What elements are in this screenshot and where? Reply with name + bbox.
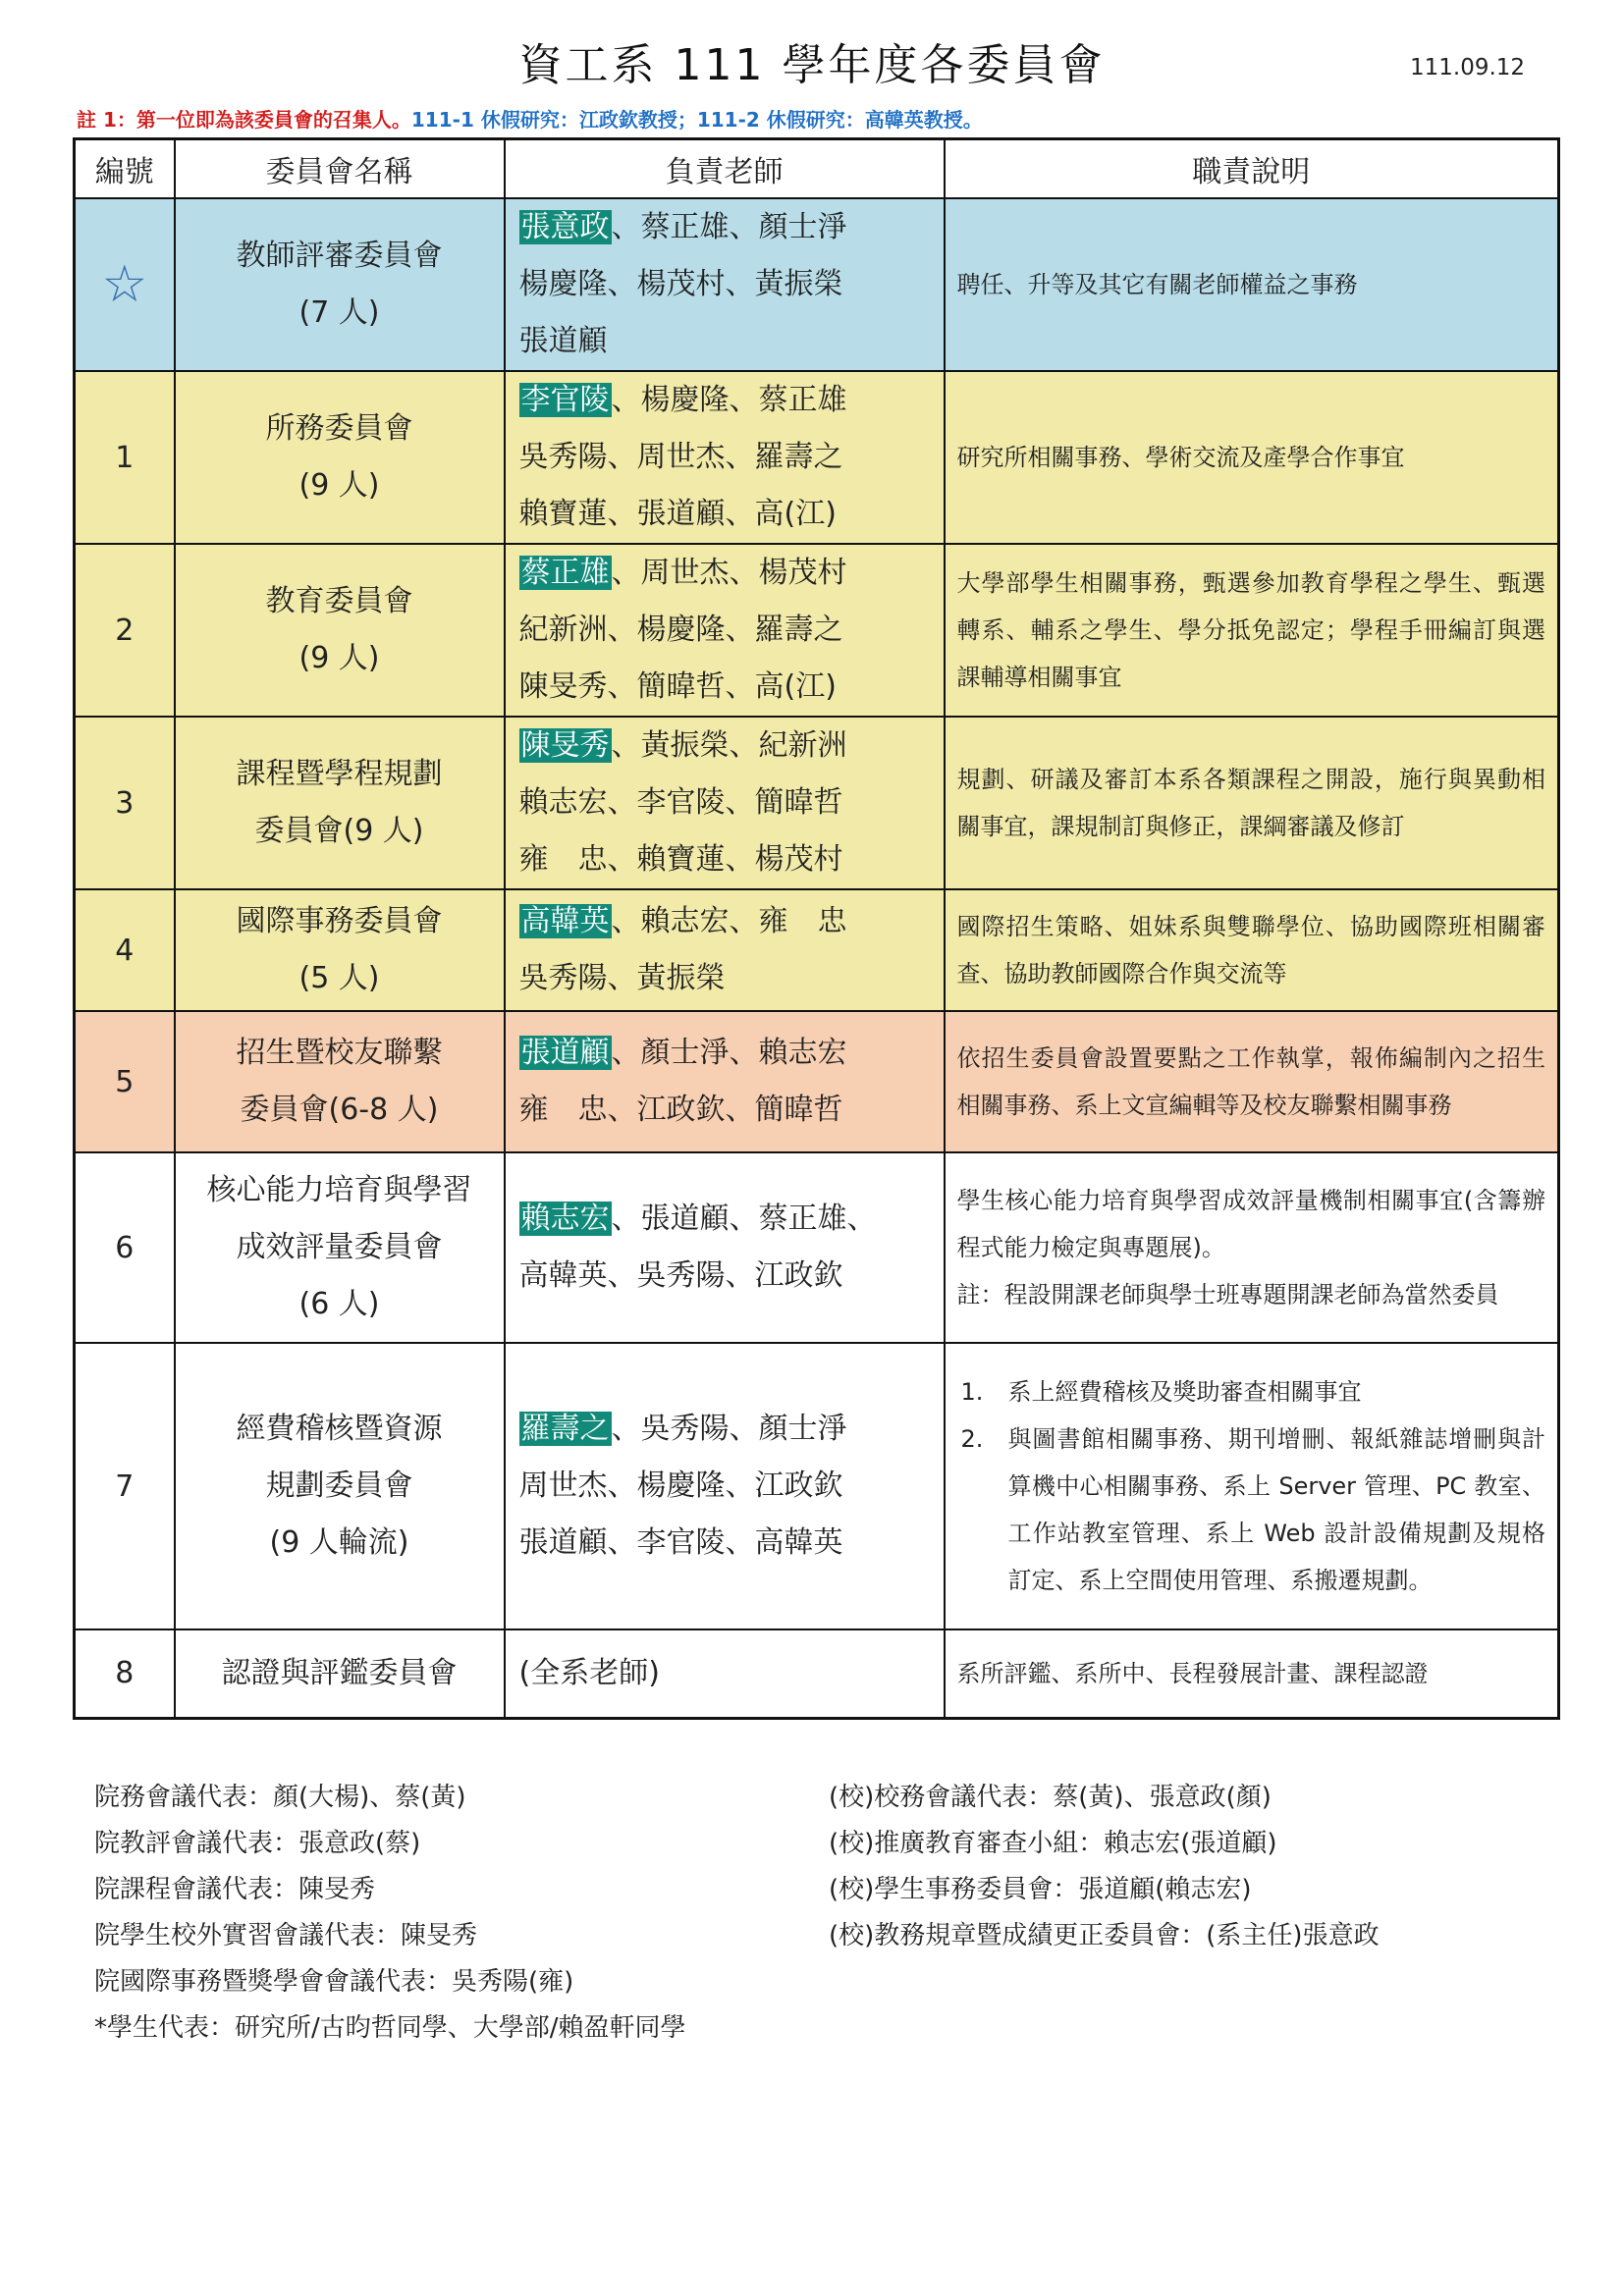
teacher-line bbox=[519, 256, 944, 313]
table-row bbox=[75, 1629, 1559, 1718]
committee-name bbox=[175, 717, 505, 889]
teacher-names: 、黃振榮、紀新洲 bbox=[611, 728, 847, 763]
committee-name-line: (9 人) bbox=[298, 641, 380, 675]
committee-name bbox=[175, 371, 505, 544]
teacher-line bbox=[519, 1458, 944, 1515]
teacher-line bbox=[519, 1515, 944, 1572]
convener-highlight: 陳旻秀 bbox=[520, 728, 610, 763]
committee-name bbox=[175, 1629, 505, 1718]
committee-name-line: 所務委員會 bbox=[265, 411, 413, 446]
list-item bbox=[957, 1368, 1546, 1415]
footer-line: (校)教務規章暨成績更正委員會：(系主任)張意政 bbox=[829, 1921, 1380, 1950]
committee-name-line: 核心能力培育與學習 bbox=[206, 1173, 472, 1207]
duty-text: 規劃、研議及審訂本系各類課程之開設，施行與異動相關事宜，課規制訂與修正，課綱審議及修訂 bbox=[956, 766, 1545, 840]
committee-name-line: 課程暨學程規劃 bbox=[236, 757, 443, 791]
convener-highlight: 蔡正雄 bbox=[520, 556, 610, 590]
footer-line: (校)推廣教育審查小組：賴志宏(張道顧) bbox=[829, 1829, 1277, 1858]
page-title: 資工系 111 學年度各委員會 bbox=[518, 40, 1106, 90]
committee-name-line: (9 人) bbox=[298, 468, 380, 503]
footer-line: 院務會議代表：顏(大楊)、蔡(黃) bbox=[94, 1783, 466, 1812]
duty-description bbox=[945, 1629, 1559, 1718]
teacher-list bbox=[505, 544, 945, 717]
teacher-line bbox=[519, 1025, 944, 1082]
teacher-list bbox=[505, 889, 945, 1011]
row-number: 2 bbox=[75, 544, 175, 717]
footer-left bbox=[94, 1775, 686, 2052]
committee-name-line: 委員會(9 人) bbox=[254, 814, 424, 848]
table-header-row bbox=[75, 139, 1559, 199]
list-marker: 2. bbox=[960, 1425, 984, 1453]
teacher-line bbox=[519, 893, 944, 950]
row-number: 8 bbox=[75, 1629, 175, 1718]
committee-name-line: (5 人) bbox=[298, 961, 380, 995]
teacher-line bbox=[519, 1645, 944, 1702]
teacher-line bbox=[519, 774, 944, 831]
teacher-names: 張道顧 bbox=[518, 324, 608, 358]
table-row bbox=[75, 1343, 1559, 1629]
committee-name bbox=[175, 1152, 505, 1343]
row-number: 5 bbox=[75, 1011, 175, 1152]
teacher-list bbox=[505, 1011, 945, 1152]
teacher-line bbox=[519, 831, 944, 888]
table-row bbox=[75, 717, 1559, 889]
teacher-names: 、吳秀陽、顏士淨 bbox=[611, 1412, 847, 1446]
teacher-names: 、楊慶隆、蔡正雄 bbox=[611, 383, 847, 417]
teacher-names: 、張道顧、蔡正雄、 bbox=[611, 1201, 877, 1236]
teacher-list bbox=[505, 1152, 945, 1343]
duty-text: 國際招生策略、姐妹系與雙聯學位、協助國際班相關審查、協助教師國際合作與交流等 bbox=[956, 913, 1545, 988]
teacher-names: 雍 忠、賴寶蓮、楊茂村 bbox=[518, 842, 843, 877]
teacher-names: 張道顧、李官陵、高韓英 bbox=[518, 1525, 843, 1560]
table-row bbox=[75, 1152, 1559, 1343]
convener-highlight: 賴志宏 bbox=[520, 1201, 610, 1236]
note-sabbatical: 111-1 休假研究：江政欽教授；111-2 休假研究：高韓英教授。 bbox=[410, 108, 983, 132]
teacher-line bbox=[519, 1082, 944, 1139]
duty-description bbox=[945, 1011, 1559, 1152]
star-icon: ☆ bbox=[75, 198, 175, 371]
committee-name bbox=[175, 1011, 505, 1152]
teacher-line bbox=[519, 602, 944, 659]
teacher-names: 賴寶蓮、張道顧、高(江) bbox=[518, 497, 837, 531]
row-number: 1 bbox=[75, 371, 175, 544]
teacher-line bbox=[519, 429, 944, 486]
teacher-list bbox=[505, 1343, 945, 1629]
duty-description bbox=[945, 1152, 1559, 1343]
committee-table bbox=[73, 137, 1560, 1720]
duty-description bbox=[945, 198, 1559, 371]
duty-text: 聘任、升等及其它有關老師權益之事務 bbox=[956, 271, 1358, 298]
list-text: 與圖書館相關事務、期刊增刪、報紙雜誌增刪與計算機中心相關事務、系上 Server 管理、PC 教室、工作站教室管理、系上 Web 設計設備規劃及規格訂定、系上空間使用管理、系搬遷規劃。 bbox=[1007, 1425, 1545, 1594]
convener-highlight: 張意政 bbox=[520, 210, 610, 244]
committee-name-line: 教育委員會 bbox=[265, 584, 413, 618]
convener-highlight: 高韓英 bbox=[520, 904, 610, 938]
teacher-names: 、顏士淨、賴志宏 bbox=[611, 1036, 847, 1070]
committee-name-line: 國際事務委員會 bbox=[236, 904, 443, 938]
table-row bbox=[75, 198, 1559, 371]
footer-line: 院教評會議代表：張意政(蔡) bbox=[94, 1829, 421, 1858]
teacher-names: 、蔡正雄、顏士淨 bbox=[611, 210, 847, 244]
teacher-line bbox=[519, 718, 944, 774]
table-row bbox=[75, 371, 1559, 544]
teacher-names: 紀新洲、楊慶隆、羅壽之 bbox=[518, 613, 843, 647]
convener-highlight: 張道顧 bbox=[520, 1036, 610, 1070]
teacher-list bbox=[505, 717, 945, 889]
teacher-names: (全系老師) bbox=[518, 1655, 660, 1690]
teacher-line bbox=[519, 372, 944, 429]
footer-line: (校)校務會議代表：蔡(黃)、張意政(顏) bbox=[829, 1783, 1272, 1812]
teacher-line bbox=[519, 486, 944, 543]
committee-name bbox=[175, 889, 505, 1011]
committee-name-line: 認證與評鑑委員會 bbox=[221, 1655, 458, 1690]
footer-right bbox=[829, 1775, 1380, 1959]
teacher-list bbox=[505, 371, 945, 544]
teacher-line bbox=[519, 313, 944, 370]
teacher-line bbox=[519, 1248, 944, 1305]
teacher-list bbox=[505, 1629, 945, 1718]
footer-line: 院國際事務暨獎學會會議代表：吳秀陽(雍) bbox=[94, 1967, 574, 1997]
committee-name-line: (6 人) bbox=[298, 1287, 380, 1321]
committee-name-line: 成效評量委員會 bbox=[236, 1230, 443, 1264]
duty-description bbox=[945, 889, 1559, 1011]
footer-line: 院學生校外實習會議代表：陳旻秀 bbox=[94, 1921, 478, 1950]
list-marker: 1. bbox=[960, 1378, 984, 1406]
convener-highlight: 羅壽之 bbox=[520, 1412, 610, 1446]
teacher-line bbox=[519, 659, 944, 716]
committee-name-line: 招生暨校友聯繫 bbox=[236, 1036, 443, 1070]
duty-description bbox=[945, 1343, 1559, 1629]
teacher-names: 吳秀陽、周世杰、羅壽之 bbox=[518, 440, 843, 474]
duty-text: 系所評鑑、系所中、長程發展計畫、課程認證 bbox=[956, 1659, 1429, 1687]
committee-name-line: (7 人) bbox=[298, 295, 380, 330]
committee-name-line: 規劃委員會 bbox=[265, 1468, 413, 1503]
committee-name-line: 教師評審委員會 bbox=[236, 239, 443, 273]
teacher-names: 、周世杰、楊茂村 bbox=[611, 556, 847, 590]
teacher-line bbox=[519, 199, 944, 256]
list-item bbox=[957, 1415, 1546, 1604]
convener-highlight: 李官陵 bbox=[520, 383, 610, 417]
document-date: 111.09.12 bbox=[1410, 55, 1526, 80]
duty-description bbox=[945, 717, 1559, 889]
committee-name-line: (9 人輪流) bbox=[269, 1525, 409, 1560]
teacher-names: 周世杰、楊慶隆、江政欽 bbox=[518, 1468, 843, 1503]
committee-name bbox=[175, 1343, 505, 1629]
teacher-names: 陳旻秀、簡暐哲、高(江) bbox=[518, 669, 837, 704]
teacher-names: 賴志宏、李官陵、簡暐哲 bbox=[518, 785, 843, 820]
footer-line: (校)學生事務委員會：張道顧(賴志宏) bbox=[829, 1875, 1252, 1904]
duty-text: 大學部學生相關事務，甄選參加教育學程之學生、甄選轉系、輔系之學生、學分抵免認定；學程手冊編訂與選課輔導相關事宜 bbox=[956, 569, 1545, 691]
row-number: 4 bbox=[75, 889, 175, 1011]
list-text: 系上經費稽核及獎助審查相關事宜 bbox=[1007, 1378, 1362, 1406]
header-note bbox=[77, 104, 983, 133]
committee-name-line: 委員會(6-8 人) bbox=[240, 1093, 439, 1127]
header-duties: 職責說明 bbox=[945, 139, 1559, 199]
duty-text: 學生核心能力培育與學習成效評量機制相關事宜(含籌辦程式能力檢定與專題展)。 bbox=[956, 1187, 1545, 1261]
teacher-names: 吳秀陽、黃振榮 bbox=[518, 961, 726, 995]
committee-name-line: 經費稽核暨資源 bbox=[236, 1412, 443, 1446]
duty-description bbox=[945, 371, 1559, 544]
duty-text: 註：程設開課老師與學士班專題開課老師為當然委員 bbox=[956, 1281, 1499, 1308]
duty-text: 研究所相關事務、學術交流及產學合作事宜 bbox=[956, 444, 1405, 471]
note-convener: 註 1：第一位即為該委員會的召集人。 bbox=[77, 108, 411, 132]
header-teachers: 負責老師 bbox=[505, 139, 945, 199]
committee-name bbox=[175, 544, 505, 717]
duty-text: 依招生委員會設置要點之工作執掌，報佈編制內之招生相關事務、系上文宣編輯等及校友聯繫相關事務 bbox=[956, 1044, 1545, 1119]
duty-description bbox=[945, 544, 1559, 717]
teacher-line bbox=[519, 1401, 944, 1458]
row-number: 3 bbox=[75, 717, 175, 889]
row-number: 6 bbox=[75, 1152, 175, 1343]
duty-list bbox=[957, 1368, 1546, 1604]
teacher-list bbox=[505, 198, 945, 371]
teacher-names: 雍 忠、江政欽、簡暐哲 bbox=[518, 1093, 843, 1127]
header-committee: 委員會名稱 bbox=[175, 139, 505, 199]
row-number: 7 bbox=[75, 1343, 175, 1629]
table-row bbox=[75, 544, 1559, 717]
table-row bbox=[75, 1011, 1559, 1152]
footer-line: *學生代表：研究所/古昀哲同學、大學部/賴盈軒同學 bbox=[94, 2013, 686, 2043]
header-id: 編號 bbox=[75, 139, 175, 199]
committee-name bbox=[175, 198, 505, 371]
teacher-line bbox=[519, 1191, 944, 1248]
footer-line: 院課程會議代表：陳旻秀 bbox=[94, 1875, 376, 1904]
teacher-names: 楊慶隆、楊茂村、黃振榮 bbox=[518, 267, 843, 301]
table-row bbox=[75, 889, 1559, 1011]
teacher-line bbox=[519, 545, 944, 602]
teacher-names: 、賴志宏、雍 忠 bbox=[611, 904, 847, 938]
teacher-names: 高韓英、吳秀陽、江政欽 bbox=[518, 1258, 843, 1293]
teacher-line bbox=[519, 950, 944, 1007]
